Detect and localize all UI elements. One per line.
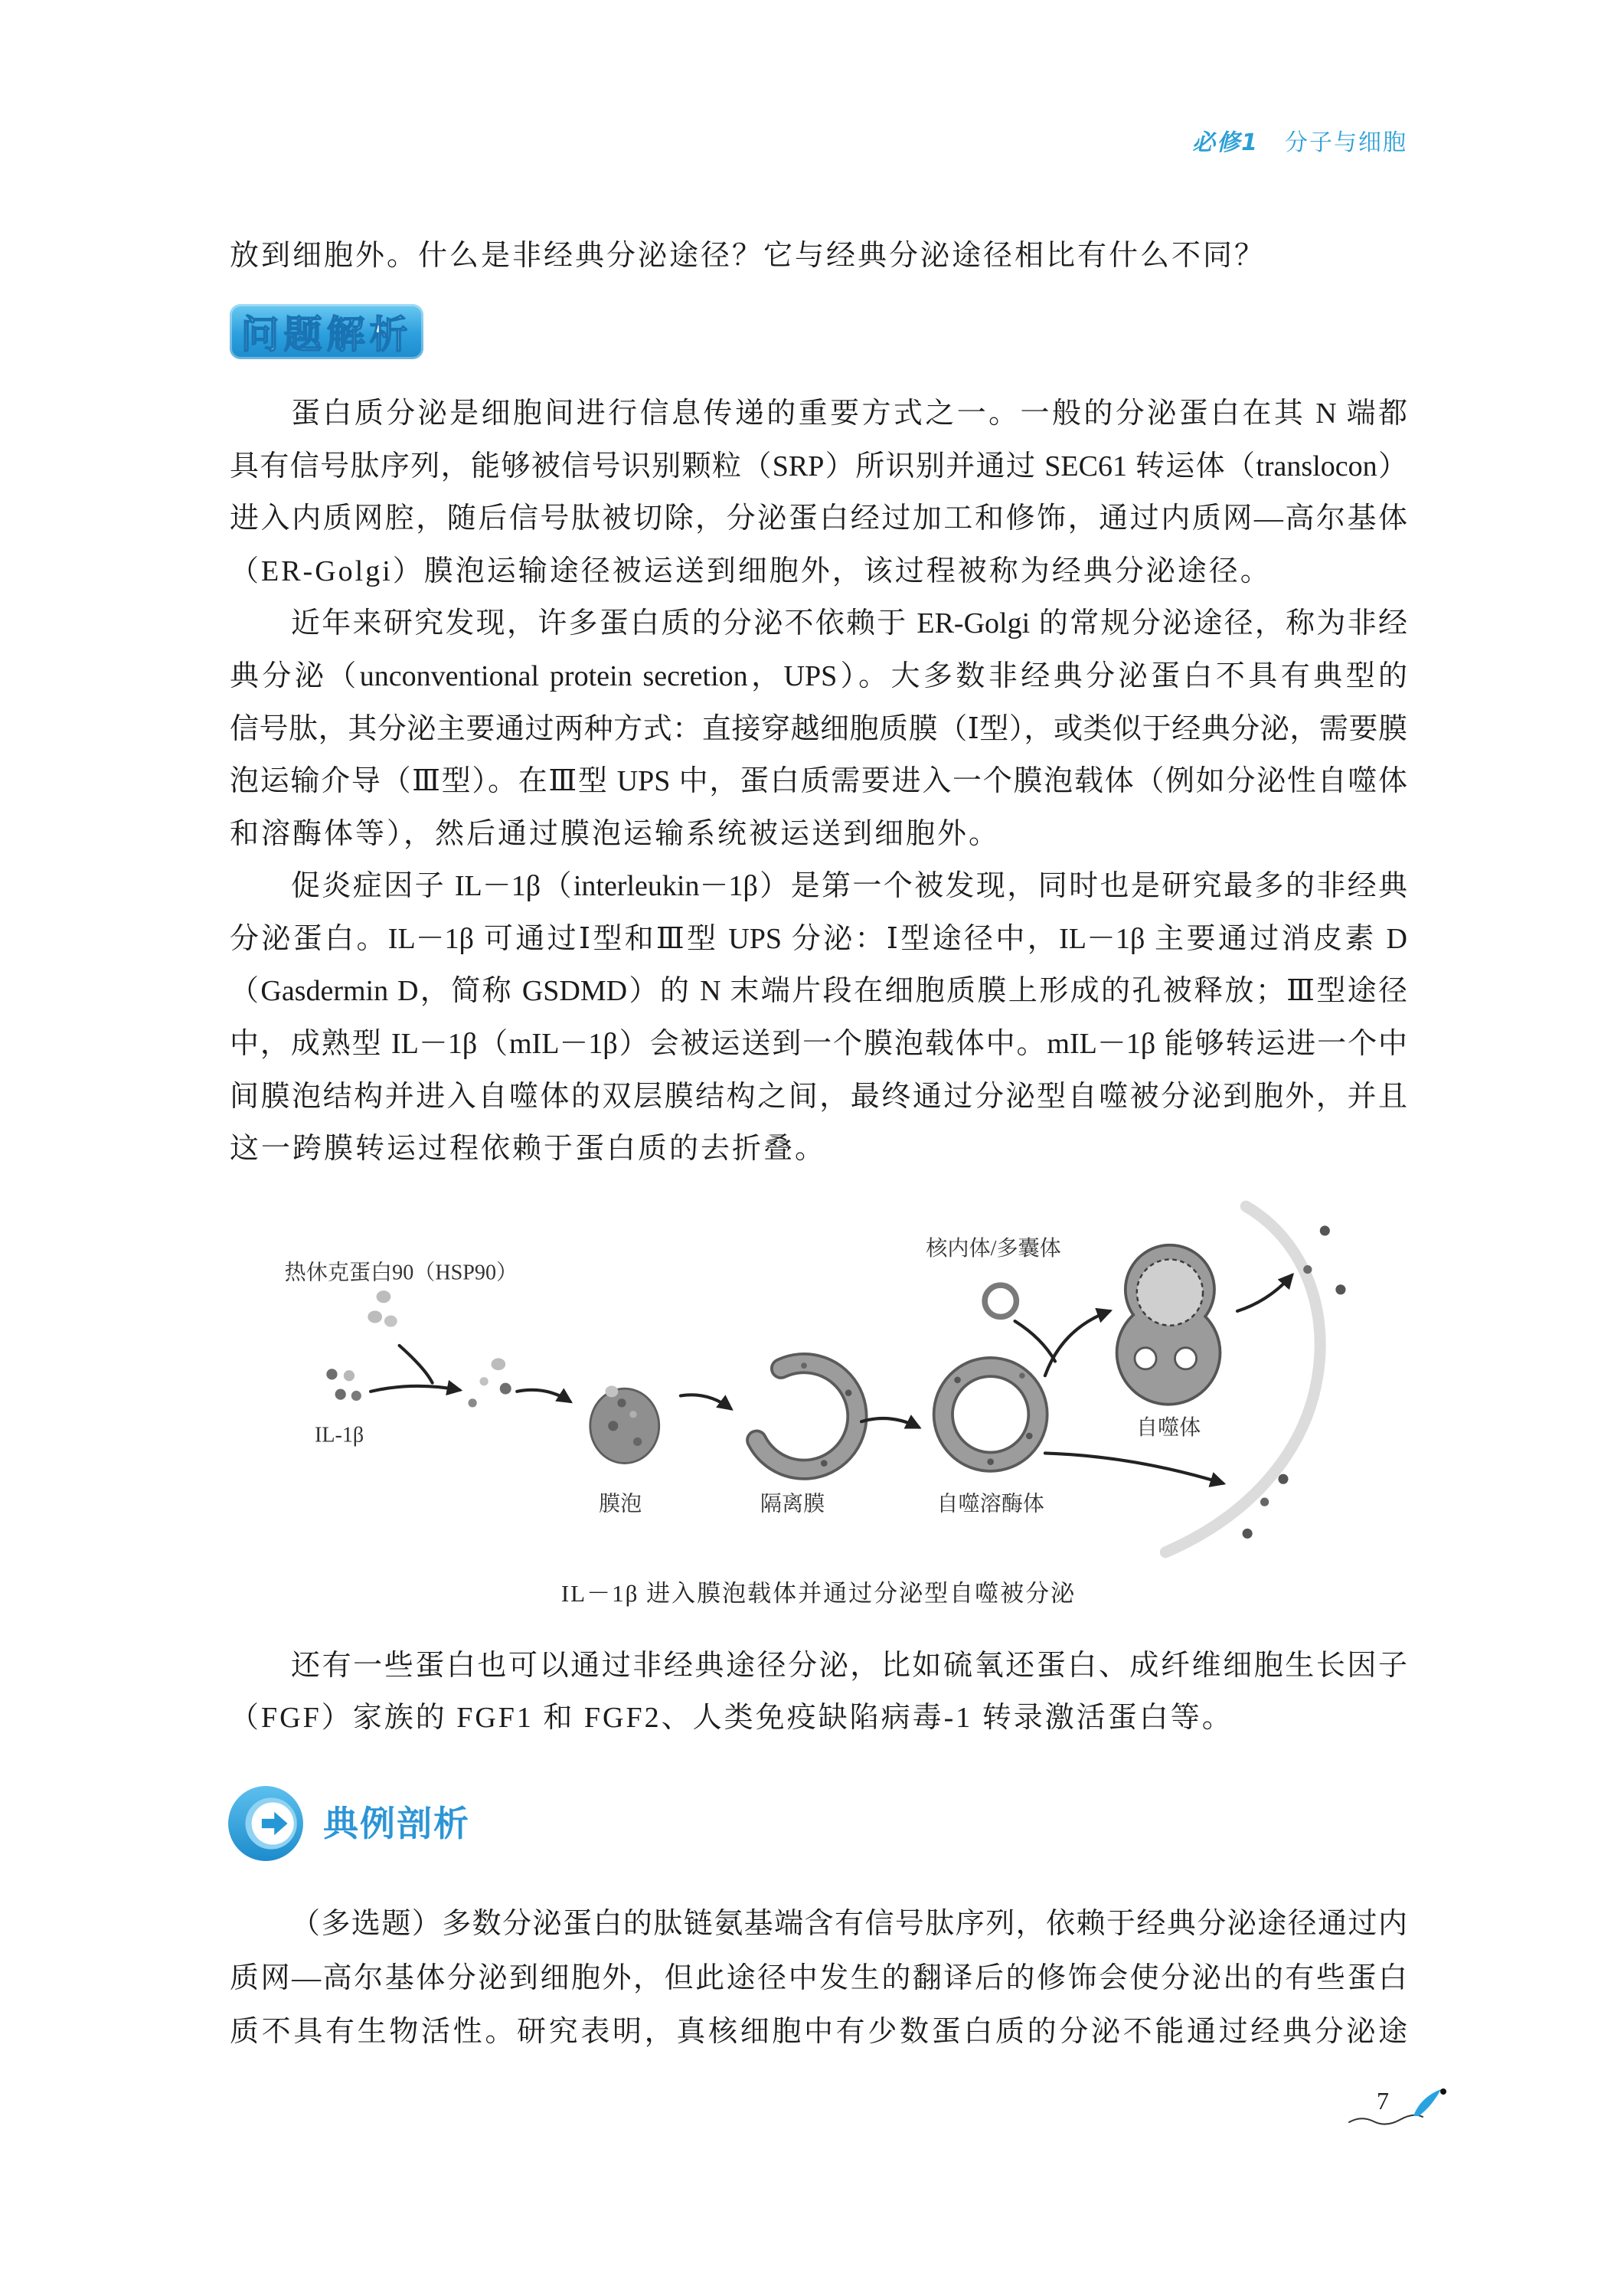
arrow xyxy=(517,1390,570,1402)
arrow xyxy=(1237,1275,1292,1311)
arrow xyxy=(371,1346,459,1392)
il1b-secretion-figure xyxy=(273,1185,1393,1561)
vesicle-shape xyxy=(590,1385,659,1463)
autolysosome-shape xyxy=(943,1367,1038,1465)
text-line: 质不具有生物活性。研究表明，真核细胞中有少数蛋白质的分泌不能通过经典分泌途 xyxy=(230,2016,1407,2048)
figure-caption: IL－1β 进入膜泡载体并通过分泌型自噬被分泌 xyxy=(560,1580,1077,1607)
page-number: 7 xyxy=(1377,2087,1389,2115)
text-line: 促炎症因子 IL－1β（interleukin－1β）是第一个被发现，同时也是研究最多的非经典 xyxy=(291,870,1407,902)
isolation-membrane-label: 隔离膜 xyxy=(760,1492,825,1516)
text-line: 近年来研究发现，许多蛋白质的分泌不依赖于 ER-Golgi 的常规分泌途径，称为非经 xyxy=(291,607,1407,639)
arrow-circle-icon xyxy=(227,1784,305,1863)
text-line: （ER-Golgi）膜泡运输途径被运送到细胞外，该过程被称为经典分泌途径。 xyxy=(230,555,1272,587)
volume-label: 必修1 xyxy=(1192,129,1259,156)
endosome-shape xyxy=(985,1285,1016,1317)
text-line: 典分泌（unconventional protein secretion，UPS）。大多数非经典分泌蛋白不具有典型的 xyxy=(230,660,1407,692)
text-line: （FGF）家族的 FGF1 和 FGF2、人类免疫缺陷病毒-1 转录激活蛋白等。 xyxy=(230,1702,1234,1734)
section-title-example-analysis: 典例剖析 xyxy=(323,1803,470,1844)
arrow xyxy=(681,1395,731,1408)
text-line: （Gasdermin D，简称 GSDMD）的 N 末端片段在细胞质膜上形成的孔被释放；Ⅲ型途径 xyxy=(230,975,1407,1007)
il1b-dots xyxy=(326,1369,361,1401)
il1b-label: IL-1β xyxy=(314,1423,364,1447)
il1b-hsp90-complex-dots xyxy=(468,1358,511,1407)
intro-question-line: 放到细胞外。什么是非经典分泌途径？它与经典分泌途径相比有什么不同？ xyxy=(230,240,1266,272)
text-line: 具有信号肽序列，能够被信号识别颗粒（SRP）所识别并通过 SEC61 转运体（translocon） xyxy=(230,450,1407,482)
text-line: 蛋白质分泌是细胞间进行信息传递的重要方式之一。一般的分泌蛋白在其 N 端都 xyxy=(291,397,1407,430)
arrow xyxy=(1045,1453,1223,1483)
text-line: 中，成熟型 IL－1β（mIL－1β）会被运送到一个膜泡载体中。mIL－1β 能够转运进一个中 xyxy=(230,1028,1407,1060)
text-line: 质网—高尔基体分泌到细胞外，但此途径中发生的翻译后的修饰会使分泌出的有些蛋白 xyxy=(230,1962,1407,1994)
book-title: 分子与细胞 xyxy=(1285,129,1407,156)
text-line: 间膜泡结构并进入自噬体的双层膜结构之间，最终通过分泌型自噬被分泌到胞外，并且 xyxy=(230,1081,1407,1113)
pen-swoosh-icon xyxy=(1340,2079,1455,2133)
text-line: 进入内质网腔，随后信号肽被切除，分泌蛋白经过加工和修饰，通过内质网—高尔基体 xyxy=(230,502,1407,535)
isolation-membrane-shape xyxy=(756,1362,857,1470)
text-line: 和溶酶体等），然后通过膜泡运输系统被运送到细胞外。 xyxy=(230,818,1001,850)
running-header xyxy=(1192,127,1407,159)
endosome-label: 核内体/多囊体 xyxy=(926,1236,1061,1261)
hsp90-dots xyxy=(368,1290,397,1326)
autolysosome-label: 自噬溶酶体 xyxy=(936,1492,1044,1516)
text-line: 这一跨膜转运过程依赖于蛋白质的去折叠。 xyxy=(230,1133,827,1165)
autophagosome-shape xyxy=(1116,1244,1222,1406)
text-line: 分泌蛋白。IL－1β 可通过Ⅰ型和Ⅲ型 UPS 分泌：Ⅰ型途径中，IL－1β 主要通过消皮素 D xyxy=(230,923,1407,955)
text-line: 还有一些蛋白也可以通过非经典途径分泌，比如硫氧还蛋白、成纤维细胞生长因子 xyxy=(291,1650,1407,1682)
text-line: 泡运输介导（Ⅲ型）。在Ⅲ型 UPS 中，蛋白质需要进入一个膜泡载体（例如分泌性自噬体 xyxy=(230,765,1407,797)
vesicle-label: 膜泡 xyxy=(599,1492,642,1516)
hsp90-label: 热休克蛋白90（HSP90） xyxy=(284,1261,518,1285)
autophagosome-label: 自噬体 xyxy=(1135,1416,1201,1441)
arrow xyxy=(861,1418,919,1428)
section-badge-problem-analysis: 问题解析 xyxy=(230,304,423,359)
text-line: 信号肽，其分泌主要通过两种方式：直接穿越细胞质膜（Ⅰ型），或类似于经典分泌，需要膜 xyxy=(230,713,1407,745)
text-line: （多选题）多数分泌蛋白的肽链氨基端含有信号肽序列，依赖于经典分泌途径通过内 xyxy=(291,1908,1407,1940)
arrow xyxy=(1015,1311,1110,1375)
